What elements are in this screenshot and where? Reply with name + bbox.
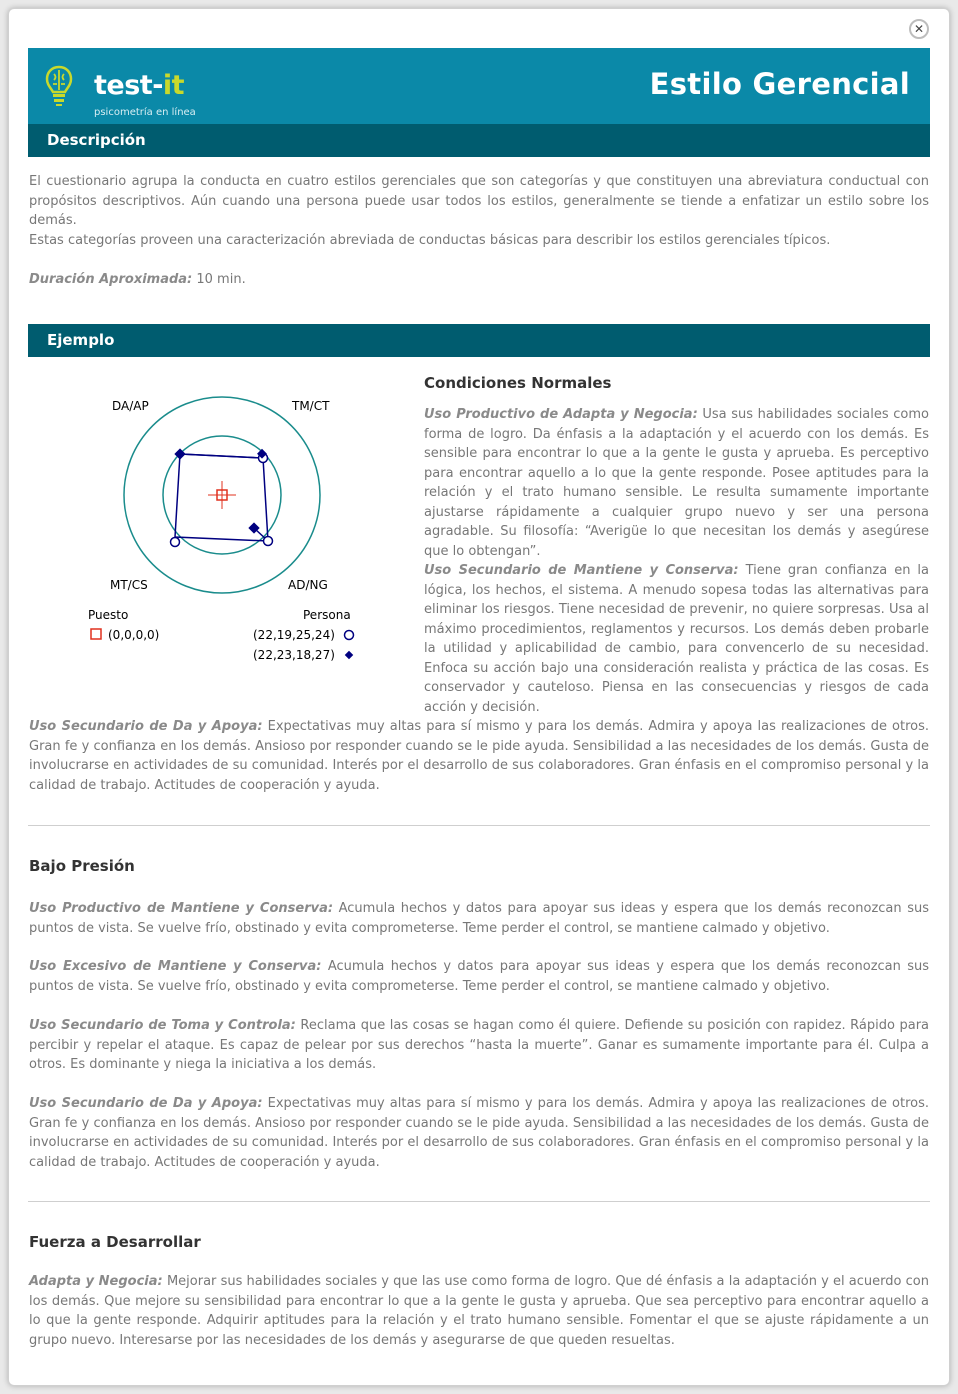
condiciones-p2-label: Uso Secundario de Mantiene y Conserva: [424,563,739,578]
bajo-presion-p4-text: Expectativas muy altas para sí mismo y para los demás. Admira y apoya las realizaciones de otros. Gran fe y confianza en los demás. Ansioso por responder cuando se le pide ayuda. Sensibilidad a las necesidades de los demás. Gusta de involucrarse en actividades de su comunidad. Interés por el desarrollo de sus colaboradores. Gran énfasis en el compromiso personal y la calidad de trabajo. Actitudes de cooperación y ayuda. [29,1096,929,1170]
condiciones-paragraph-3 [29,717,929,795]
bajo-presion-p2-text: Acumula hechos y datos para apoyar sus ideas y espera que los demás reconozcan sus puntos de vista. Se vuelve frío, obstinado y evita comprometerse. Teme perder el control, se mantiene calmado y objetivo. [29,959,930,994]
logo [44,62,204,118]
duration-line [29,270,929,290]
legend-persona-value-1: (22,19,25,24) [253,628,335,642]
bajo-presion-heading: Bajo Presión [29,857,135,875]
section-header-ejemplo: Ejemplo [28,324,930,357]
chart-label-mt-cs: MT/CS [110,578,148,592]
divider [28,1201,930,1202]
condiciones-p2-text: Tiene gran confianza en la lógica, los hechos, el sistema. A menudo sopesa todas las alternativas para eliminar los riesgos. Tiene necesidad de prevenir, no quiere sorpresas. Usa al máximo procedimientos, reglamentos y recursos. Los demás deben probarle la utilidad y aplicabilidad de cambio, para convencerlo de su necesidad. Enfoca su acción bajo una consideración realista y práctica de las cosas. Es conservador y cauteloso. Piensa en las consecuencias y riesgos de cada acción y decisión. [424,563,929,715]
legend-persona-marker-2 [345,651,353,659]
bajo-presion-p2-label: Uso Excesivo de Mantiene y Conserva: [29,959,322,974]
lightbulb-brain-icon [44,64,74,108]
descripcion-paragraph-2: Estas categorías proveen una caracterización abreviada de conductas básicas para describir los estilos gerenciales típicos. [29,233,831,248]
bajo-presion-paragraph-1 [29,899,929,938]
condiciones-normales-heading: Condiciones Normales [424,374,612,392]
legend-persona-value-2: (22,23,18,27) [253,648,335,662]
section-header-descripcion: Descripción [28,124,930,157]
condiciones-paragraph-1 [424,405,929,561]
page-title: Estilo Gerencial [649,67,910,101]
bajo-presion-p1-text: Acumula hechos y datos para apoyar sus ideas y espera que los demás reconozcan sus puntos de vista. Se vuelve frío, obstinado y evita comprometerse. Teme perder el control, se mantiene calmado y objetivo. [29,901,929,936]
logo-tagline: psicometría en línea [94,107,196,118]
condiciones-paragraph-2 [424,561,929,717]
legend-puesto-marker [91,629,101,639]
duration-value: 10 min. [192,272,246,287]
bajo-presion-p3-label: Uso Secundario de Toma y Controla: [29,1018,296,1033]
bajo-presion-paragraph-4 [29,1094,929,1172]
management-style-chart [80,380,380,680]
divider [28,825,930,826]
bajo-presion-p1-label: Uso Productivo de Mantiene y Conserva: [29,901,334,916]
legend-persona-marker-1 [345,631,354,640]
legend-puesto-value: (0,0,0,0) [108,628,160,642]
duration-label: Duración Aproximada: [29,272,193,287]
condiciones-p1-text: Usa sus habilidades sociales como forma de logro. Da énfasis a la adaptación y el acuerdo con los demás. Es sensible para encontrar lo que a la gente le gusta y aprueba. Es perceptivo para encontrar aquello a lo que la gente responde. Posee aptitudes para la relación y el trato humano sensible. Le resulta sumamente importante ajustarse rápidamente a cualquier grupo nuevo y ser una persona agradable. Su filosofía: “Averigüe lo que necesitan los demás y asegúrese que lo obtengan”. [424,407,929,559]
legend-puesto-title: Puesto [88,608,129,622]
bajo-presion-paragraph-2 [29,957,929,996]
legend-persona-title: Persona [303,608,351,622]
descripcion-paragraph-1: El cuestionario agrupa la conducta en cuatro estilos gerenciales que son categorías y que constituyen una abreviatura conductual con propósitos descriptivos. Aún cuando una persona puede usar todos los estilos, generalmente se tiende a enfatizar un estilo sobre los demás. [29,174,929,228]
chart-label-tm-ct: TM/CT [292,399,330,413]
persona-point-3 [171,538,180,547]
condiciones-p1-label: Uso Productivo de Adapta y Negocia: [424,407,698,422]
fuerza-p1-label: Adapta y Negocia: [29,1274,163,1289]
persona-point-2 [264,537,273,546]
fuerza-heading: Fuerza a Desarrollar [29,1233,201,1251]
condiciones-p3-text: Expectativas muy altas para sí mismo y para los demás. Admira y apoya las realizaciones de otros. Gran fe y confianza en los demás. Ansioso por responder cuando se le pide ayuda. Sensibilidad a las necesidades de los demás. Gusta de involucrarse en actividades de su comunidad. Interés por el desarrollo de sus colaboradores. Gran énfasis en el compromiso personal y la calidad de trabajo. Actitudes de cooperación y ayuda. [29,719,929,793]
persona-series-2-inner [180,454,263,458]
fuerza-p1-text: Mejorar sus habilidades sociales y que las use como forma de logro. Que dé énfasis a la adaptación y el acuerdo con los demás. Que mejore su sensibilidad para encontrar lo que a la gente le gusta y aprueba. Que sea perceptivo para encontrar aquello a lo que la gente responde. Adquirir aptitudes para la relación y el trato humano sensible. Fomentar el que se ajuste rápidamente a un grupo nuevo. Interesarse por las necesidades de los demás y asegurarse de que queden resueltas. [29,1274,930,1348]
header-banner [28,48,930,124]
bajo-presion-paragraph-3 [29,1016,929,1075]
chart-label-ad-ng: AD/NG [288,578,328,592]
bajo-presion-p3-text: Reclama que las cosas se hagan como él quiere. Defiende su posición con rapidez. Rápido para percibir y repelar el ataque. Es capaz de pelear por sus derechos “hasta la muerte”. Ganar es sumamente importante para él. Culpa a otros. Es dominante y niega la iniciativa a los demás. [29,1018,930,1072]
close-button[interactable]: ✕ [909,19,929,39]
logo-wordmark: test-it [94,70,185,101]
fuerza-paragraph-1 [29,1272,929,1350]
condiciones-p3-label: Uso Secundario de Da y Apoya: [29,719,263,734]
chart-label-da-ap: DA/AP [112,399,149,413]
bajo-presion-p4-label: Uso Secundario de Da y Apoya: [29,1096,263,1111]
